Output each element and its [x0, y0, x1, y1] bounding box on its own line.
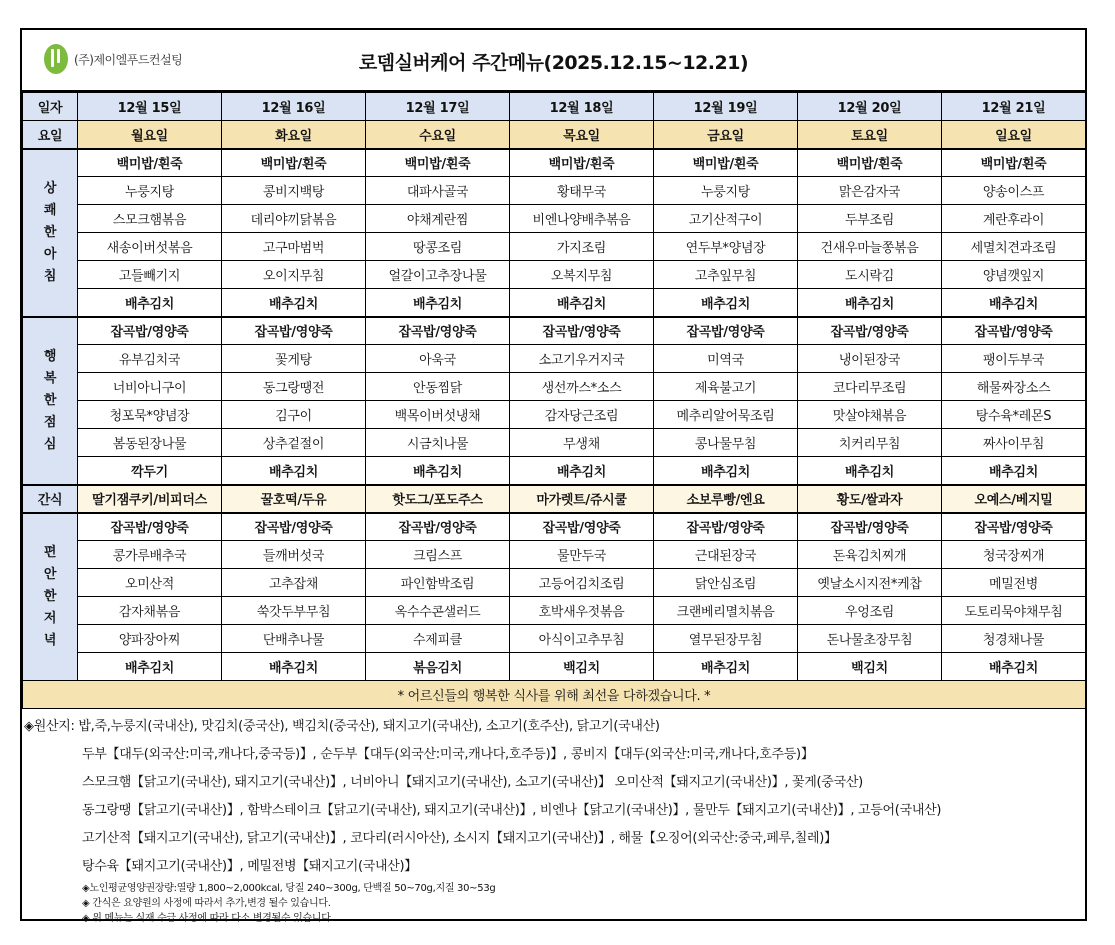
- breakfast-row: [23, 261, 1086, 289]
- breakfast-label-char: 침: [43, 268, 57, 284]
- breakfast-dish: 콩비지백탕: [222, 177, 366, 205]
- snack-item: 마가렛트/쥬시쿨: [510, 485, 654, 513]
- lunch-dish: 감자당근조림: [510, 401, 654, 429]
- lunch-dish: 탕수육*레몬S: [942, 401, 1086, 429]
- dinner-dish: 양파장아찌: [78, 625, 222, 653]
- date-cell: 12월 21일: [942, 93, 1086, 121]
- lunch-dish: 무생채: [510, 429, 654, 457]
- breakfast-row: [23, 205, 1086, 233]
- breakfast-dish: 오복지무침: [510, 261, 654, 289]
- dinner-dish: 들깨버섯국: [222, 541, 366, 569]
- dinner-row: [23, 597, 1086, 625]
- dinner-dish: 메밀전병: [942, 569, 1086, 597]
- origin-line: 두부【대두(외국산:미국,캐나다,중국등)】, 순두부【대두(외국산:미국,캐나다,호주등)】, 콩비지【대두(외국산:미국,캐나다,호주등)】: [82, 747, 814, 762]
- breakfast-dish: 고구마범벅: [222, 233, 366, 261]
- breakfast-row: [23, 149, 1086, 177]
- dinner-dish: 호박새우젓볶음: [510, 597, 654, 625]
- breakfast-dish: 배추김치: [366, 289, 510, 317]
- dow-label: 요일: [23, 121, 78, 149]
- dinner-dish: 잡곡밥/영양죽: [222, 513, 366, 541]
- lunch-dish: 백목이버섯냉채: [366, 401, 510, 429]
- origin-line: 스모크햄【닭고기(국내산), 돼지고기(국내산)】, 너비아니【돼지고기(국내산), 소고기(국내산)】 오미산적【돼지고기(국내산)】, 꽃게(중국산): [82, 775, 863, 790]
- dow-cell: 수요일: [366, 121, 510, 149]
- breakfast-label: [23, 149, 78, 317]
- lunch-dish: 안동찜닭: [366, 373, 510, 401]
- breakfast-dish: 고기산적구이: [654, 205, 798, 233]
- notice-row: [23, 681, 1086, 709]
- breakfast-dish: 백미밥/흰죽: [654, 149, 798, 177]
- lunch-dish: 치커리무침: [798, 429, 942, 457]
- breakfast-dish: 백미밥/흰죽: [510, 149, 654, 177]
- lunch-dish: 잡곡밥/영양죽: [654, 317, 798, 345]
- dinner-dish: 청국장찌개: [942, 541, 1086, 569]
- breakfast-dish: 오이지무침: [222, 261, 366, 289]
- lunch-dish: 유부김치국: [78, 345, 222, 373]
- breakfast-dish: 땅콩조림: [366, 233, 510, 261]
- breakfast-label-char: 아: [43, 246, 57, 262]
- lunch-dish: 잡곡밥/영양죽: [942, 317, 1086, 345]
- dow-row: [23, 121, 1086, 149]
- breakfast-dish: 가지조림: [510, 233, 654, 261]
- dinner-dish: 단배추나물: [222, 625, 366, 653]
- breakfast-dish: 건새우마늘쫑볶음: [798, 233, 942, 261]
- dinner-dish: 옛날소시지전*케찹: [798, 569, 942, 597]
- dinner-dish: 크랜베리멸치볶음: [654, 597, 798, 625]
- lunch-label-char: 점: [43, 414, 57, 430]
- lunch-dish: 김구이: [222, 401, 366, 429]
- lunch-dish: 배추김치: [366, 457, 510, 485]
- dinner-dish: 돈육김치찌개: [798, 541, 942, 569]
- breakfast-row: [23, 177, 1086, 205]
- dinner-dish: 크림스프: [366, 541, 510, 569]
- dinner-dish: 콩가루배추국: [78, 541, 222, 569]
- dinner-row: [23, 625, 1086, 653]
- lunch-dish: 동그랑땡전: [222, 373, 366, 401]
- lunch-label-char: 행: [43, 348, 57, 364]
- menu-header: [22, 30, 1085, 92]
- snack-item: 황도/쌀과자: [798, 485, 942, 513]
- dinner-dish: 백김치: [798, 653, 942, 681]
- breakfast-dish: 배추김치: [78, 289, 222, 317]
- snack-row: [23, 485, 1086, 513]
- lunch-dish: 아욱국: [366, 345, 510, 373]
- dinner-row: [23, 653, 1086, 681]
- dinner-dish: 닭안심조림: [654, 569, 798, 597]
- breakfast-row: [23, 233, 1086, 261]
- breakfast-dish: 데리야끼닭볶음: [222, 205, 366, 233]
- date-label: 일자: [23, 93, 78, 121]
- lunch-dish: 꽃게탕: [222, 345, 366, 373]
- breakfast-dish: 고들빼기지: [78, 261, 222, 289]
- lunch-dish: 짜사이무침: [942, 429, 1086, 457]
- breakfast-dish: 두부조림: [798, 205, 942, 233]
- date-cell: 12월 19일: [654, 93, 798, 121]
- dow-cell: 월요일: [78, 121, 222, 149]
- snack-item: 딸기잼쿠키/비피더스: [78, 485, 222, 513]
- snack-item: 꿀호떡/두유: [222, 485, 366, 513]
- lunch-dish: 콩나물무침: [654, 429, 798, 457]
- dinner-dish: 수제피클: [366, 625, 510, 653]
- snack-item: 핫도그/포도주스: [366, 485, 510, 513]
- dow-cell: 금요일: [654, 121, 798, 149]
- breakfast-row: [23, 289, 1086, 317]
- snack-label: 간식: [23, 485, 78, 513]
- lunch-dish: 잡곡밥/영양죽: [222, 317, 366, 345]
- dinner-dish: 옥수수콘샐러드: [366, 597, 510, 625]
- breakfast-dish: 비엔나양배추볶음: [510, 205, 654, 233]
- dinner-dish: 아식이고추무침: [510, 625, 654, 653]
- dow-cell: 토요일: [798, 121, 942, 149]
- breakfast-dish: 양송이스프: [942, 177, 1086, 205]
- breakfast-dish: 백미밥/흰죽: [78, 149, 222, 177]
- lunch-dish: 코다리무조림: [798, 373, 942, 401]
- dinner-dish: 도토리묵야채무침: [942, 597, 1086, 625]
- dinner-dish: 고등어김치조림: [510, 569, 654, 597]
- lunch-dish: 냉이된장국: [798, 345, 942, 373]
- dinner-dish: 청경채나물: [942, 625, 1086, 653]
- dinner-label-char: 한: [43, 588, 57, 604]
- lunch-dish: 잡곡밥/영양죽: [798, 317, 942, 345]
- breakfast-dish: 양념깻잎지: [942, 261, 1086, 289]
- nutrition-note: ◈노인평균영양권장량:열량 1,800~2,000kcal, 당질 240~300g, 단백질 50~70g,지질 30~53g: [82, 883, 496, 894]
- dow-cell: 목요일: [510, 121, 654, 149]
- dinner-dish: 잡곡밥/영양죽: [78, 513, 222, 541]
- notes: [24, 881, 1085, 926]
- dinner-dish: 배추김치: [222, 653, 366, 681]
- dinner-label-char: 편: [43, 544, 57, 560]
- snack-note: ◈ 간식은 요양원의 사정에 따라서 추가,변경 될수 있습니다.: [82, 898, 331, 909]
- weekly-menu-sheet: [20, 28, 1087, 924]
- dinner-dish: 파인함박조림: [366, 569, 510, 597]
- lunch-dish: 깍두기: [78, 457, 222, 485]
- breakfast-dish: 스모크햄볶음: [78, 205, 222, 233]
- breakfast-dish: 배추김치: [510, 289, 654, 317]
- breakfast-dish: 계란후라이: [942, 205, 1086, 233]
- breakfast-dish: 백미밥/흰죽: [222, 149, 366, 177]
- lunch-dish: 메추리알어묵조림: [654, 401, 798, 429]
- date-cell: 12월 17일: [366, 93, 510, 121]
- date-cell: 12월 16일: [222, 93, 366, 121]
- dinner-row: [23, 569, 1086, 597]
- date-cell: 12월 18일: [510, 93, 654, 121]
- dinner-dish: 배추김치: [942, 653, 1086, 681]
- lunch-dish: 배추김치: [942, 457, 1086, 485]
- dinner-dish: 쑥갓두부무침: [222, 597, 366, 625]
- lunch-dish: 배추김치: [222, 457, 366, 485]
- dinner-dish: 잡곡밥/영양죽: [798, 513, 942, 541]
- dinner-dish: 열무된장무침: [654, 625, 798, 653]
- dinner-dish: 잡곡밥/영양죽: [942, 513, 1086, 541]
- breakfast-dish: 세멸치견과조림: [942, 233, 1086, 261]
- dinner-dish: 백김치: [510, 653, 654, 681]
- dinner-row: [23, 541, 1086, 569]
- lunch-dish: 봄동된장나물: [78, 429, 222, 457]
- snack-item: 소보루빵/엔요: [654, 485, 798, 513]
- dinner-dish: 배추김치: [78, 653, 222, 681]
- lunch-dish: 청포묵*양념장: [78, 401, 222, 429]
- breakfast-dish: 맑은감자국: [798, 177, 942, 205]
- lunch-label-char: 한: [43, 392, 57, 408]
- breakfast-dish: 야채계란찜: [366, 205, 510, 233]
- dinner-dish: 물만두국: [510, 541, 654, 569]
- lunch-dish: 시금치나물: [366, 429, 510, 457]
- breakfast-dish: 얼갈이고추장나물: [366, 261, 510, 289]
- dinner-dish: 근대된장국: [654, 541, 798, 569]
- lunch-row: [23, 373, 1086, 401]
- lunch-dish: 배추김치: [510, 457, 654, 485]
- breakfast-label-char: 상: [43, 180, 57, 196]
- menu-table: [22, 92, 1086, 709]
- date-cell: 12월 20일: [798, 93, 942, 121]
- origin-info: [22, 709, 1085, 926]
- lunch-dish: 너비아니구이: [78, 373, 222, 401]
- lunch-row: [23, 429, 1086, 457]
- dinner-dish: 배추김치: [654, 653, 798, 681]
- lunch-dish: 팽이두부국: [942, 345, 1086, 373]
- dow-cell: 화요일: [222, 121, 366, 149]
- lunch-row: [23, 457, 1086, 485]
- breakfast-dish: 고추잎무침: [654, 261, 798, 289]
- lunch-dish: 소고기우거지국: [510, 345, 654, 373]
- lunch-dish: 해물짜장소스: [942, 373, 1086, 401]
- dinner-dish: 잡곡밥/영양죽: [366, 513, 510, 541]
- breakfast-dish: 누룽지탕: [78, 177, 222, 205]
- origin-line: 동그랑땡【닭고기(국내산)】, 함박스테이크【닭고기(국내산), 돼지고기(국내산)】, 비엔나【닭고기(국내산)】, 물만두【돼지고기(국내산)】, 고등어(국내산): [82, 803, 942, 818]
- breakfast-dish: 백미밥/흰죽: [798, 149, 942, 177]
- lunch-label-char: 심: [43, 436, 57, 452]
- breakfast-dish: 배추김치: [654, 289, 798, 317]
- breakfast-dish: 백미밥/흰죽: [942, 149, 1086, 177]
- menu-change-note: ◈ 위 메뉴는 식재 수급 사정에 따라 다소 변경될수 있습니다.: [82, 913, 334, 924]
- dinner-dish: 오미산적: [78, 569, 222, 597]
- date-cell: 12월 15일: [78, 93, 222, 121]
- date-row: [23, 93, 1086, 121]
- origin-line: ◈원산지: 밥,죽,누룽지(국내산), 맛김치(중국산), 백김치(중국산), 돼지고기(국내산), 소고기(호주산), 닭고기(국내산): [24, 719, 660, 734]
- lunch-dish: 배추김치: [798, 457, 942, 485]
- dinner-label-char: 안: [43, 566, 57, 582]
- origin-line: 고기산적【돼지고기(국내산), 닭고기(국내산)】, 코다리(러시아산), 소시지【돼지고기(국내산)】, 해물【오징어(외국산:중국,페루,칠레)】: [82, 831, 837, 846]
- lunch-dish: 잡곡밥/영양죽: [510, 317, 654, 345]
- breakfast-dish: 배추김치: [222, 289, 366, 317]
- lunch-dish: 잡곡밥/영양죽: [366, 317, 510, 345]
- dinner-label-char: 저: [43, 610, 57, 626]
- breakfast-dish: 배추김치: [942, 289, 1086, 317]
- lunch-row: [23, 317, 1086, 345]
- dinner-dish: 돈나물초장무침: [798, 625, 942, 653]
- breakfast-dish: 백미밥/흰죽: [366, 149, 510, 177]
- lunch-row: [23, 345, 1086, 373]
- dinner-label: [23, 513, 78, 681]
- snack-item: 오예스/베지밀: [942, 485, 1086, 513]
- dinner-dish: 우엉조림: [798, 597, 942, 625]
- lunch-row: [23, 401, 1086, 429]
- breakfast-label-char: 한: [43, 224, 57, 240]
- lunch-label: [23, 317, 78, 485]
- lunch-dish: 상추겉절이: [222, 429, 366, 457]
- notice-text: * 어르신들의 행복한 식사를 위해 최선을 다하겠습니다. *: [23, 681, 1086, 709]
- lunch-dish: 미역국: [654, 345, 798, 373]
- lunch-dish: 제육불고기: [654, 373, 798, 401]
- dinner-dish: 잡곡밥/영양죽: [654, 513, 798, 541]
- lunch-dish: 잡곡밥/영양죽: [78, 317, 222, 345]
- page-title: 로뎀실버케어 주간메뉴(2025.12.15~12.21): [358, 52, 749, 74]
- breakfast-dish: 황태무국: [510, 177, 654, 205]
- lunch-dish: 생선까스*소스: [510, 373, 654, 401]
- dow-cell: 일요일: [942, 121, 1086, 149]
- origin-line: 탕수육【돼지고기(국내산)】, 메밀전병【돼지고기(국내산)】: [82, 859, 417, 874]
- breakfast-dish: 연두부*양념장: [654, 233, 798, 261]
- lunch-dish: 배추김치: [654, 457, 798, 485]
- company-name: (주)제이엘푸드컨설팅: [74, 52, 183, 67]
- breakfast-dish: 대파사골국: [366, 177, 510, 205]
- lunch-dish: 맛살야채볶음: [798, 401, 942, 429]
- dinner-row: [23, 513, 1086, 541]
- breakfast-dish: 도시락김: [798, 261, 942, 289]
- dinner-dish: 볶음김치: [366, 653, 510, 681]
- dinner-label-char: 녁: [43, 632, 57, 648]
- dinner-dish: 감자채볶음: [78, 597, 222, 625]
- dinner-dish: 잡곡밥/영양죽: [510, 513, 654, 541]
- breakfast-label-char: 쾌: [43, 202, 57, 218]
- breakfast-dish: 새송이버섯볶음: [78, 233, 222, 261]
- lunch-label-char: 복: [43, 370, 57, 386]
- breakfast-dish: 누룽지탕: [654, 177, 798, 205]
- breakfast-dish: 배추김치: [798, 289, 942, 317]
- dinner-dish: 고추잡채: [222, 569, 366, 597]
